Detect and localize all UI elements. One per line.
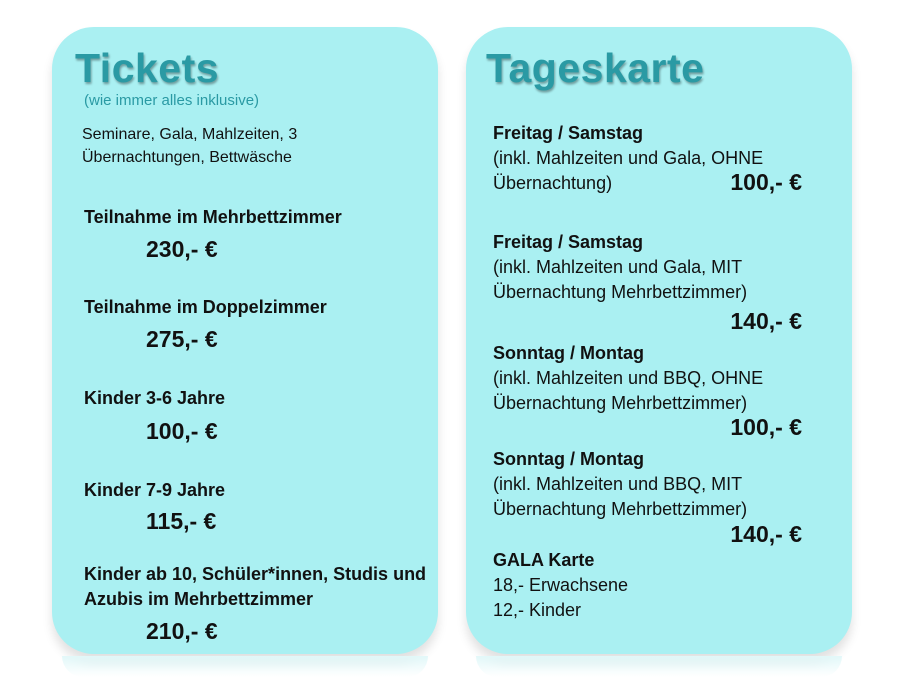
ticket-label-kinder-7-9: Kinder 7-9 Jahre: [84, 480, 226, 500]
ticket-label-doppel: Teilnahme im Doppelzimmer: [84, 297, 327, 317]
tageskarte-card-reflection: [476, 656, 842, 677]
day-desc-so-mo-mit: (inkl. Mahlzeiten und BBQ, MIT Übernachtung Mehrbettzimmer): [493, 474, 748, 519]
ticket-price-kinder-ab-10: 210,- €: [146, 618, 218, 644]
day-price-fr-sa-mit: 140,- €: [730, 308, 802, 334]
ticket-price-doppel: 275,- €: [146, 326, 218, 352]
day-label-so-mo-mit: Sonntag / Montag: [493, 449, 644, 469]
gala-label: GALA Karte: [493, 550, 595, 570]
ticket-price-kinder-7-9: 115,- €: [146, 508, 217, 534]
gala-adults: 18,- Erwachsene: [493, 575, 629, 595]
day-price-fr-sa-ohne: 100,- €: [730, 169, 802, 195]
day-price-so-mo-mit: 140,- €: [730, 521, 802, 547]
ticket-label-kinder-ab-10: Kinder ab 10, Schüler*innen, Studis und Azubis im Mehrbettzimmer: [84, 564, 427, 609]
tickets-includes: Seminare, Gala, Mahlzeiten, 3 Übernachtungen, Bettwäsche: [82, 126, 298, 166]
day-desc-so-mo-ohne: (inkl. Mahlzeiten und BBQ, OHNE Übernachtung Mehrbettzimmer): [493, 368, 764, 413]
ticket-label-kinder-3-6: Kinder 3-6 Jahre: [84, 388, 226, 408]
day-label-so-mo-ohne: Sonntag / Montag: [493, 343, 644, 363]
tickets-card: [52, 27, 438, 654]
day-desc-fr-sa-ohne: (inkl. Mahlzeiten und Gala, OHNE Übernachtung): [493, 148, 764, 193]
day-label-fr-sa-mit: Freitag / Samstag: [493, 232, 644, 252]
ticket-price-mehrbett: 230,- €: [146, 236, 218, 262]
ticket-label-mehrbett: Teilnahme im Mehrbettzimmer: [84, 207, 342, 227]
tickets-card-reflection: [62, 656, 428, 677]
tickets-title: Tickets: [75, 45, 220, 91]
tageskarte-title: Tageskarte: [486, 45, 705, 91]
ticket-price-kinder-3-6: 100,- €: [146, 418, 218, 444]
tickets-subtitle: (wie immer alles inklusive): [84, 92, 260, 109]
gala-kids: 12,- Kinder: [493, 600, 582, 620]
day-desc-fr-sa-mit: (inkl. Mahlzeiten und Gala, MIT Übernachtung Mehrbettzimmer): [493, 257, 748, 302]
day-label-fr-sa-ohne: Freitag / Samstag: [493, 123, 644, 143]
day-price-so-mo-ohne: 100,- €: [730, 414, 802, 440]
